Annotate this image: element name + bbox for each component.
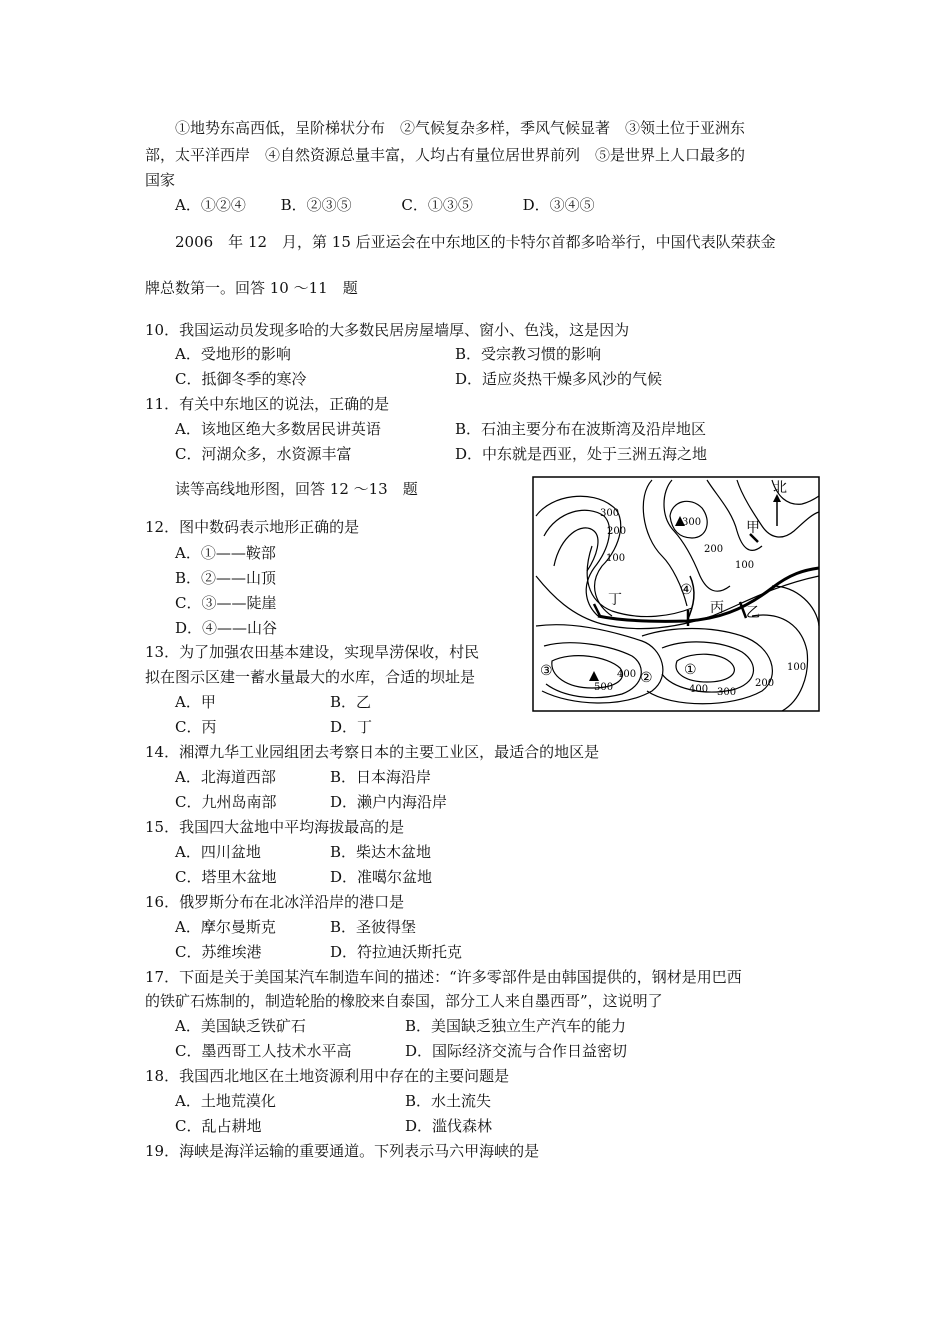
- q18-stem: 18．我国西北地区在土地资源利用中存在的主要问题是: [145, 1067, 510, 1085]
- label-bing: 丙: [710, 600, 724, 616]
- q11-option-b[interactable]: B．石油主要分布在波斯湾及沿岸地区: [455, 420, 707, 438]
- contour-value: 200: [755, 678, 775, 689]
- label-ding: 丁: [608, 592, 622, 608]
- q16-stem: 16．俄罗斯分布在北冰洋沿岸的港口是: [145, 893, 405, 911]
- q15-option-c[interactable]: C．塔里木盆地: [175, 868, 277, 886]
- q12-stem: 12．图中数码表示地形正确的是: [145, 518, 360, 536]
- q13-stem-1: 13．为了加强农田基本建设，实现旱涝保收，村民: [145, 643, 480, 661]
- q18-option-d[interactable]: D．滥伐森林: [405, 1117, 493, 1135]
- label-num-2: ②: [640, 670, 653, 686]
- q13-option-a[interactable]: A．甲: [175, 693, 216, 711]
- q14-option-a[interactable]: A．北海道西部: [175, 768, 276, 786]
- q15-stem: 15．我国四大盆地中平均海拔最高的是: [145, 818, 405, 836]
- contour-value: 100: [606, 553, 626, 564]
- q11-option-a[interactable]: A．该地区绝大多数居民讲英语: [175, 420, 381, 438]
- q16-option-a[interactable]: A．摩尔曼斯克: [175, 918, 276, 936]
- q10-option-d[interactable]: D．适应炎热干燥多风沙的气候: [455, 370, 663, 388]
- q14-option-d[interactable]: D．濑户内海沿岸: [330, 793, 448, 811]
- intro-options: A．①②④ B．②③⑤ C．①③⑤ D．③④⑤: [175, 196, 595, 214]
- q17-option-a[interactable]: A．美国缺乏铁矿石: [175, 1017, 306, 1035]
- q15-option-b[interactable]: B．柴达木盆地: [330, 843, 432, 861]
- q10-option-b[interactable]: B．受宗教习惯的影响: [455, 345, 602, 363]
- q11-option-d[interactable]: D．中东就是西亚，处于三洲五海之地: [455, 445, 708, 463]
- intro-line-2: 部，太平洋西岸 ④自然资源总量丰富，人均占有量位居世界前列 ⑤是世界上人口最多的: [145, 146, 746, 164]
- contour-map: [532, 476, 820, 712]
- q15-option-a[interactable]: A．四川盆地: [175, 843, 261, 861]
- q12-option-a[interactable]: A．①——鞍部: [175, 544, 276, 562]
- intro-line-1: ①地势东高西低，呈阶梯状分布 ②气候复杂多样，季风气候显著 ③领土位于亚洲东: [175, 119, 746, 137]
- q17-stem-1: 17．下面是关于美国某汽车制造车间的描述：“许多零部件是由韩国提供的，钢材是用巴西: [145, 968, 742, 986]
- q18-option-b[interactable]: B．水土流失: [405, 1092, 492, 1110]
- q11-stem: 11．有关中东地区的说法，正确的是: [145, 395, 390, 413]
- context-line-1: 2006 年 12 月，第 15 后亚运会在中东地区的卡特尔首都多哈举行，中国代表队荣获金: [175, 233, 776, 251]
- intro-line-3: 国家: [145, 171, 176, 189]
- q10-option-c[interactable]: C．抵御冬季的寒冷: [175, 370, 307, 388]
- map-intro: 读等高线地形图，回答 12 ～13 题: [175, 480, 418, 498]
- contour-value: 200: [704, 544, 724, 555]
- q14-option-c[interactable]: C．九州岛南部: [175, 793, 277, 811]
- label-num-1: ①: [684, 662, 697, 678]
- q18-option-c[interactable]: C．乱占耕地: [175, 1117, 262, 1135]
- q14-option-b[interactable]: B．日本海沿岸: [330, 768, 432, 786]
- q13-option-d[interactable]: D．丁: [330, 718, 373, 736]
- contour-value: 100: [735, 560, 755, 571]
- q13-option-b[interactable]: B．乙: [330, 693, 372, 711]
- q16-option-c[interactable]: C．苏维埃港: [175, 943, 262, 961]
- q18-option-a[interactable]: A．土地荒漠化: [175, 1092, 276, 1110]
- contour-value: 300: [682, 517, 702, 528]
- contour-value: 200: [607, 526, 627, 537]
- q16-option-b[interactable]: B．圣彼得堡: [330, 918, 417, 936]
- map-frame: [533, 477, 819, 711]
- q17-option-b[interactable]: B．美国缺乏独立生产汽车的能力: [405, 1017, 627, 1035]
- q19-stem: 19．海峡是海洋运输的重要通道。下列表示马六甲海峡的是: [145, 1142, 540, 1160]
- label-jia: 甲: [746, 520, 760, 536]
- north-label: 北: [773, 480, 787, 496]
- label-num-3: ③: [540, 663, 553, 679]
- q12-option-d[interactable]: D．④——山谷: [175, 619, 278, 637]
- q11-option-c[interactable]: C．河湖众多，水资源丰富: [175, 445, 352, 463]
- q15-option-d[interactable]: D．准噶尔盆地: [330, 868, 433, 886]
- label-num-4: ④: [680, 582, 693, 598]
- contour-value: 400: [617, 669, 637, 680]
- label-yi: 乙: [746, 605, 760, 621]
- q13-stem-2: 拟在图示区建一蓄水量最大的水库，合适的坝址是: [145, 668, 476, 686]
- context-line-2: 牌总数第一。回答 10 ～11 题: [145, 279, 358, 297]
- q10-stem: 10．我国运动员发现多哈的大多数民居房屋墙厚、窗小、色浅，这是因为: [145, 321, 630, 339]
- q17-option-c[interactable]: C．墨西哥工人技术水平高: [175, 1042, 352, 1060]
- q12-option-c[interactable]: C．③——陡崖: [175, 594, 277, 612]
- contour-value: 400: [689, 684, 709, 695]
- contour-value: 300: [717, 687, 737, 698]
- contour-value: 500: [594, 682, 614, 693]
- q16-option-d[interactable]: D．符拉迪沃斯托克: [330, 943, 463, 961]
- q14-stem: 14．湘潭九华工业园组团去考察日本的主要工业区，最适合的地区是: [145, 743, 600, 761]
- q17-option-d[interactable]: D．国际经济交流与合作日益密切: [405, 1042, 628, 1060]
- q10-option-a[interactable]: A．受地形的影响: [175, 345, 291, 363]
- contour-value: 100: [787, 662, 807, 673]
- q13-option-c[interactable]: C．丙: [175, 718, 217, 736]
- q17-stem-2: 的铁矿石炼制的，制造轮胎的橡胶来自泰国，部分工人来自墨西哥”，这说明了: [145, 992, 663, 1010]
- contour-value: 300: [600, 508, 620, 519]
- q12-option-b[interactable]: B．②——山顶: [175, 569, 277, 587]
